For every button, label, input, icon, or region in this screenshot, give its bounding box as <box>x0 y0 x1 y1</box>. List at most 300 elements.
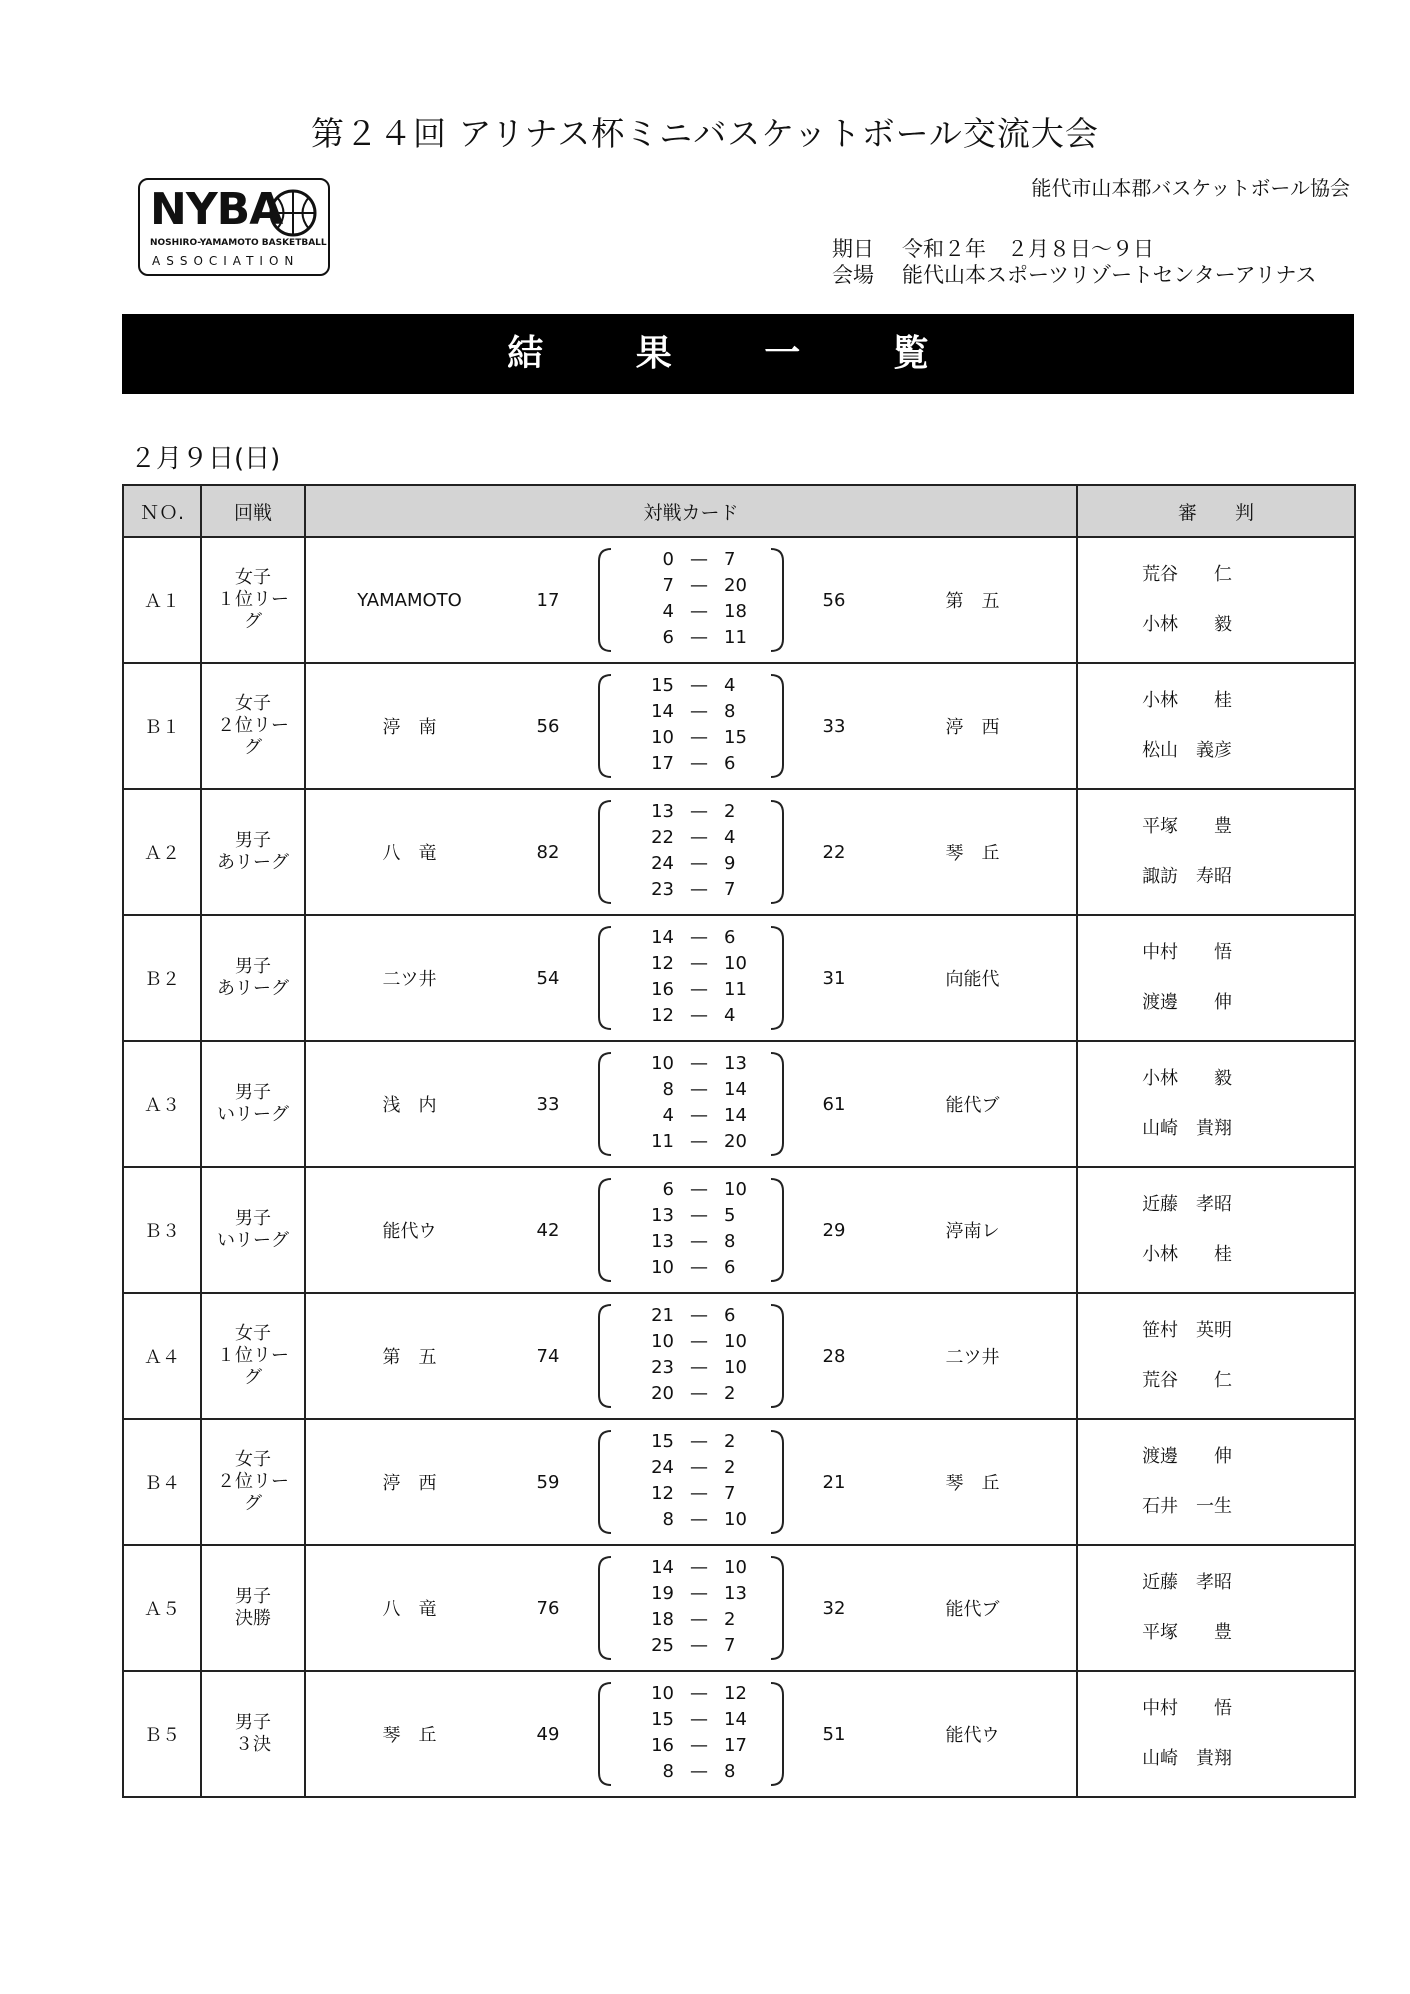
basketball-icon <box>268 188 318 238</box>
quarter-score-away: 10 <box>724 1357 747 1378</box>
referee-name: 小林 桂 <box>1142 690 1233 711</box>
table-body <box>123 537 1355 1797</box>
quarter-dash: — <box>690 549 708 570</box>
match-no: Ｂ４ <box>123 1419 201 1545</box>
team2-name: 渟 西 <box>869 663 1077 789</box>
round-cell <box>201 1167 305 1293</box>
round-cell <box>201 663 305 789</box>
table-row <box>123 1545 1355 1671</box>
quarter-score-away: 13 <box>724 1053 747 1074</box>
quarter-scores <box>583 1167 799 1293</box>
quarter-score-away: 20 <box>724 1131 747 1152</box>
quarter-line <box>593 547 789 573</box>
section-date: ２月９日(日) <box>130 444 281 474</box>
quarter-score-away: 4 <box>724 675 736 696</box>
table-row <box>123 663 1355 789</box>
round-line: 男子 <box>235 1082 271 1103</box>
referee-name: 諏訪 寿昭 <box>1142 866 1233 887</box>
quarter-scores <box>583 915 799 1041</box>
quarter-line <box>593 599 789 625</box>
round-line: いリーグ <box>217 1104 289 1125</box>
round-line: グ <box>244 611 262 632</box>
team2-score: 32 <box>799 1545 869 1671</box>
quarter-score-home: 12 <box>651 953 674 974</box>
quarter-score-home: 12 <box>651 1005 674 1026</box>
quarter-dash: — <box>690 1483 708 1504</box>
logo-text: NYBA <box>150 184 283 235</box>
quarter-score-away: 8 <box>724 701 736 722</box>
quarter-score-away: 15 <box>724 727 747 748</box>
quarter-score-home: 15 <box>651 1431 674 1452</box>
referee-name: 中村 悟 <box>1142 942 1233 963</box>
quarter-line <box>593 1481 789 1507</box>
team1-name: 渟 西 <box>305 1419 513 1545</box>
referee-name: 山崎 貴翔 <box>1142 1748 1233 1769</box>
referee-name: 石井 一生 <box>1142 1496 1233 1517</box>
quarter-score-home: 19 <box>651 1583 674 1604</box>
quarter-line <box>593 625 789 651</box>
referee-name: 渡邊 伸 <box>1142 992 1233 1013</box>
header-match: 対戦カード <box>305 485 1077 537</box>
quarter-score-home: 24 <box>651 1457 674 1478</box>
quarter-score-home: 23 <box>651 1357 674 1378</box>
quarter-score-away: 7 <box>724 549 736 570</box>
quarter-score-home: 7 <box>662 575 674 596</box>
quarter-dash: — <box>690 1205 708 1226</box>
round-cell <box>201 1545 305 1671</box>
quarter-scores <box>583 789 799 915</box>
date-label: 期日 <box>832 237 874 261</box>
team2-score: 22 <box>799 789 869 915</box>
team1-name: 第 五 <box>305 1293 513 1419</box>
quarter-score-away: 2 <box>724 1431 736 1452</box>
quarter-score-home: 23 <box>651 879 674 900</box>
team2-name: 能代ウ <box>869 1671 1077 1797</box>
quarter-line <box>593 1455 789 1481</box>
nyba-logo <box>138 178 330 276</box>
quarter-score-home: 20 <box>651 1383 674 1404</box>
quarter-dash: — <box>690 1683 708 1704</box>
quarter-box <box>593 1175 789 1285</box>
round-line: あリーグ <box>217 978 289 999</box>
quarter-score-home: 6 <box>662 1179 674 1200</box>
team2-name: 二ツ井 <box>869 1293 1077 1419</box>
referee-name: 荒谷 仁 <box>1142 564 1233 585</box>
quarter-box <box>593 923 789 1033</box>
quarter-dash: — <box>690 1053 708 1074</box>
team1-name: 八 竜 <box>305 1545 513 1671</box>
event-info <box>832 236 1352 288</box>
quarter-score-away: 11 <box>724 627 747 648</box>
quarter-score-away: 2 <box>724 801 736 822</box>
referee-cell <box>1077 1293 1355 1419</box>
quarter-box <box>593 1301 789 1411</box>
referee-name: 山崎 貴翔 <box>1142 1118 1233 1139</box>
referee-name: 近藤 孝昭 <box>1142 1194 1233 1215</box>
round-line: グ <box>244 1367 262 1388</box>
quarter-line <box>593 1203 789 1229</box>
quarter-dash: — <box>690 827 708 848</box>
round-line: 女子 <box>235 567 271 588</box>
quarter-score-away: 10 <box>724 1557 747 1578</box>
quarter-scores <box>583 1293 799 1419</box>
quarter-score-away: 20 <box>724 575 747 596</box>
quarter-line <box>593 1429 789 1455</box>
team1-score: 56 <box>513 663 583 789</box>
quarter-line <box>593 977 789 1003</box>
referee-name: 松山 義彦 <box>1142 740 1233 761</box>
table-row <box>123 1167 1355 1293</box>
quarter-dash: — <box>690 1761 708 1782</box>
quarter-dash: — <box>690 879 708 900</box>
quarter-dash: — <box>690 1357 708 1378</box>
quarter-score-home: 4 <box>662 1105 674 1126</box>
team2-score: 56 <box>799 537 869 663</box>
quarter-dash: — <box>690 1431 708 1452</box>
referee-cell <box>1077 789 1355 915</box>
quarter-dash: — <box>690 701 708 722</box>
table-header-row <box>123 485 1355 537</box>
referee-name: 笹村 英明 <box>1142 1320 1233 1341</box>
quarter-score-away: 11 <box>724 979 747 1000</box>
quarter-box <box>593 671 789 781</box>
team1-score: 42 <box>513 1167 583 1293</box>
quarter-box <box>593 545 789 655</box>
referee-cell <box>1077 663 1355 789</box>
quarter-score-home: 11 <box>651 1131 674 1152</box>
team2-score: 31 <box>799 915 869 1041</box>
quarter-dash: — <box>690 727 708 748</box>
quarter-score-away: 6 <box>724 927 736 948</box>
quarter-dash: — <box>690 1709 708 1730</box>
referee-cell <box>1077 1671 1355 1797</box>
quarter-score-home: 16 <box>651 1735 674 1756</box>
quarter-score-home: 14 <box>651 701 674 722</box>
quarter-dash: — <box>690 1105 708 1126</box>
quarter-score-home: 15 <box>651 1709 674 1730</box>
table-row <box>123 537 1355 663</box>
team2-score: 29 <box>799 1167 869 1293</box>
results-banner: 結 果 一 覧 <box>122 314 1354 394</box>
quarter-score-away: 7 <box>724 1635 736 1656</box>
team1-score: 54 <box>513 915 583 1041</box>
venue-row <box>832 262 1352 288</box>
referee-cell <box>1077 537 1355 663</box>
round-line: 男子 <box>235 956 271 977</box>
round-cell <box>201 1041 305 1167</box>
quarter-line <box>593 1733 789 1759</box>
round-cell <box>201 1419 305 1545</box>
team2-score: 51 <box>799 1671 869 1797</box>
team1-name: 能代ウ <box>305 1167 513 1293</box>
quarter-score-home: 10 <box>651 727 674 748</box>
referee-name: 小林 毅 <box>1142 1068 1233 1089</box>
team1-name: YAMAMOTO <box>305 537 513 663</box>
table-row <box>123 1041 1355 1167</box>
quarter-score-away: 14 <box>724 1105 747 1126</box>
quarter-score-away: 9 <box>724 853 736 874</box>
quarter-score-away: 14 <box>724 1079 747 1100</box>
quarter-line <box>593 1303 789 1329</box>
quarter-score-home: 14 <box>651 1557 674 1578</box>
quarter-box <box>593 1427 789 1537</box>
quarter-score-away: 4 <box>724 827 736 848</box>
team2-name: 第 五 <box>869 537 1077 663</box>
quarter-score-away: 12 <box>724 1683 747 1704</box>
team1-score: 49 <box>513 1671 583 1797</box>
referee-name: 小林 毅 <box>1142 614 1233 635</box>
quarter-line <box>593 673 789 699</box>
quarter-line <box>593 825 789 851</box>
quarter-score-away: 13 <box>724 1583 747 1604</box>
header-referee: 審 判 <box>1077 485 1355 537</box>
quarter-scores <box>583 1419 799 1545</box>
quarter-line <box>593 1607 789 1633</box>
team1-score: 74 <box>513 1293 583 1419</box>
match-no: Ａ３ <box>123 1041 201 1167</box>
quarter-line <box>593 751 789 777</box>
quarter-line <box>593 1355 789 1381</box>
quarter-score-away: 10 <box>724 1509 747 1530</box>
quarter-dash: — <box>690 575 708 596</box>
quarter-score-away: 2 <box>724 1609 736 1630</box>
quarter-dash: — <box>690 1005 708 1026</box>
quarter-scores <box>583 537 799 663</box>
page-title: 第２４回 アリナス杯ミニバスケットボール交流大会 <box>311 114 1099 153</box>
quarter-score-away: 6 <box>724 1305 736 1326</box>
round-line: 男子 <box>235 1208 271 1229</box>
quarter-scores <box>583 1671 799 1797</box>
match-no: Ｂ２ <box>123 915 201 1041</box>
quarter-scores <box>583 663 799 789</box>
team1-score: 33 <box>513 1041 583 1167</box>
quarter-score-home: 14 <box>651 927 674 948</box>
quarter-score-away: 5 <box>724 1205 736 1226</box>
quarter-score-home: 17 <box>651 753 674 774</box>
referee-cell <box>1077 915 1355 1041</box>
match-no: Ａ５ <box>123 1545 201 1671</box>
quarter-dash: — <box>690 1331 708 1352</box>
quarter-line <box>593 1103 789 1129</box>
quarter-score-away: 4 <box>724 1005 736 1026</box>
team1-name: 二ツ井 <box>305 915 513 1041</box>
quarter-score-away: 7 <box>724 879 736 900</box>
round-cell <box>201 915 305 1041</box>
quarter-score-home: 13 <box>651 801 674 822</box>
round-cell <box>201 1671 305 1797</box>
header-no: ＮＯ. <box>123 485 201 537</box>
quarter-score-home: 21 <box>651 1305 674 1326</box>
results-table <box>122 484 1356 1798</box>
quarter-box <box>593 1553 789 1663</box>
quarter-score-home: 22 <box>651 827 674 848</box>
round-line: 女子 <box>235 1449 271 1470</box>
match-no: Ａ２ <box>123 789 201 915</box>
team2-name: 能代ブ <box>869 1041 1077 1167</box>
round-line: グ <box>244 737 262 758</box>
quarter-dash: — <box>690 1383 708 1404</box>
round-line: 男子 <box>235 1712 271 1733</box>
referee-cell <box>1077 1545 1355 1671</box>
quarter-line <box>593 1507 789 1533</box>
quarter-dash: — <box>690 979 708 1000</box>
quarter-line <box>593 951 789 977</box>
quarter-line <box>593 1759 789 1785</box>
quarter-score-away: 8 <box>724 1761 736 1782</box>
quarter-dash: — <box>690 675 708 696</box>
quarter-score-away: 2 <box>724 1457 736 1478</box>
quarter-scores <box>583 1545 799 1671</box>
quarter-dash: — <box>690 753 708 774</box>
quarter-score-home: 24 <box>651 853 674 874</box>
quarter-score-away: 10 <box>724 1179 747 1200</box>
round-line: あリーグ <box>217 852 289 873</box>
quarter-box <box>593 1049 789 1159</box>
round-line: １位リー <box>217 1345 289 1366</box>
date-row <box>832 236 1352 262</box>
quarter-score-home: 12 <box>651 1483 674 1504</box>
quarter-line <box>593 925 789 951</box>
team1-name: 琴 丘 <box>305 1671 513 1797</box>
quarter-score-home: 15 <box>651 675 674 696</box>
referee-name: 平塚 豊 <box>1142 1622 1233 1643</box>
quarter-score-home: 10 <box>651 1331 674 1352</box>
quarter-score-home: 16 <box>651 979 674 1000</box>
round-line: １位リー <box>217 589 289 610</box>
team2-name: 琴 丘 <box>869 1419 1077 1545</box>
team2-name: 渟南レ <box>869 1167 1077 1293</box>
quarter-dash: — <box>690 953 708 974</box>
match-no: Ｂ３ <box>123 1167 201 1293</box>
round-line: 女子 <box>235 1323 271 1344</box>
quarter-dash: — <box>690 601 708 622</box>
round-cell <box>201 789 305 915</box>
quarter-score-away: 17 <box>724 1735 747 1756</box>
quarter-dash: — <box>690 1457 708 1478</box>
round-line: グ <box>244 1493 262 1514</box>
quarter-dash: — <box>690 1635 708 1656</box>
quarter-line <box>593 1555 789 1581</box>
round-line: 決勝 <box>235 1608 271 1629</box>
quarter-score-home: 13 <box>651 1231 674 1252</box>
referee-cell <box>1077 1167 1355 1293</box>
team2-name: 能代ブ <box>869 1545 1077 1671</box>
team1-score: 76 <box>513 1545 583 1671</box>
referee-name: 渡邊 伸 <box>1142 1446 1233 1467</box>
quarter-line <box>593 1077 789 1103</box>
quarter-score-away: 18 <box>724 601 747 622</box>
table-row <box>123 1671 1355 1797</box>
quarter-score-home: 8 <box>662 1761 674 1782</box>
quarter-score-home: 0 <box>662 549 674 570</box>
logo-line1: NOSHIRO-YAMAMOTO BASKETBALL <box>150 238 327 248</box>
round-cell <box>201 537 305 663</box>
quarter-dash: — <box>690 1583 708 1604</box>
quarter-dash: — <box>690 1179 708 1200</box>
quarter-score-home: 4 <box>662 601 674 622</box>
quarter-line <box>593 699 789 725</box>
match-no: Ａ４ <box>123 1293 201 1419</box>
team2-score: 28 <box>799 1293 869 1419</box>
team2-score: 33 <box>799 663 869 789</box>
quarter-score-away: 6 <box>724 1257 736 1278</box>
quarter-dash: — <box>690 1079 708 1100</box>
referee-name: 小林 桂 <box>1142 1244 1233 1265</box>
quarter-line <box>593 1229 789 1255</box>
quarter-score-away: 8 <box>724 1231 736 1252</box>
referee-name: 中村 悟 <box>1142 1698 1233 1719</box>
quarter-score-away: 7 <box>724 1483 736 1504</box>
venue-value: 能代山本スポーツリゾートセンターアリナス <box>902 263 1317 287</box>
quarter-line <box>593 1381 789 1407</box>
quarter-dash: — <box>690 801 708 822</box>
team2-name: 向能代 <box>869 915 1077 1041</box>
quarter-dash: — <box>690 1131 708 1152</box>
quarter-score-home: 13 <box>651 1205 674 1226</box>
quarter-scores <box>583 1041 799 1167</box>
quarter-line <box>593 1255 789 1281</box>
quarter-score-away: 2 <box>724 1383 736 1404</box>
team1-score: 82 <box>513 789 583 915</box>
team1-score: 59 <box>513 1419 583 1545</box>
team1-score: 17 <box>513 537 583 663</box>
quarter-line <box>593 1329 789 1355</box>
quarter-score-home: 10 <box>651 1683 674 1704</box>
quarter-score-home: 10 <box>651 1257 674 1278</box>
quarter-dash: — <box>690 853 708 874</box>
header-round: 回戦 <box>201 485 305 537</box>
quarter-line <box>593 725 789 751</box>
table-row <box>123 915 1355 1041</box>
referee-cell <box>1077 1041 1355 1167</box>
round-line: 女子 <box>235 693 271 714</box>
quarter-dash: — <box>690 1231 708 1252</box>
round-line: ２位リー <box>217 715 289 736</box>
quarter-box <box>593 797 789 907</box>
quarter-score-home: 6 <box>662 627 674 648</box>
quarter-line <box>593 1707 789 1733</box>
quarter-dash: — <box>690 1509 708 1530</box>
referee-cell <box>1077 1419 1355 1545</box>
quarter-dash: — <box>690 1257 708 1278</box>
quarter-dash: — <box>690 927 708 948</box>
quarter-score-away: 10 <box>724 953 747 974</box>
team1-name: 八 竜 <box>305 789 513 915</box>
quarter-dash: — <box>690 1735 708 1756</box>
quarter-line <box>593 1177 789 1203</box>
quarter-dash: — <box>690 627 708 648</box>
quarter-score-home: 18 <box>651 1609 674 1630</box>
quarter-score-away: 6 <box>724 753 736 774</box>
match-no: Ａ１ <box>123 537 201 663</box>
quarter-score-home: 25 <box>651 1635 674 1656</box>
quarter-line <box>593 877 789 903</box>
team2-name: 琴 丘 <box>869 789 1077 915</box>
quarter-score-home: 10 <box>651 1053 674 1074</box>
quarter-score-away: 10 <box>724 1331 747 1352</box>
quarter-line <box>593 1129 789 1155</box>
quarter-dash: — <box>690 1609 708 1630</box>
referee-name: 近藤 孝昭 <box>1142 1572 1233 1593</box>
round-line: 男子 <box>235 830 271 851</box>
logo-line2: ASSOCIATION <box>152 254 300 268</box>
table-row <box>123 789 1355 915</box>
quarter-line <box>593 851 789 877</box>
table-row <box>123 1419 1355 1545</box>
team2-score: 61 <box>799 1041 869 1167</box>
round-line: ３決 <box>235 1734 271 1755</box>
match-no: Ｂ５ <box>123 1671 201 1797</box>
